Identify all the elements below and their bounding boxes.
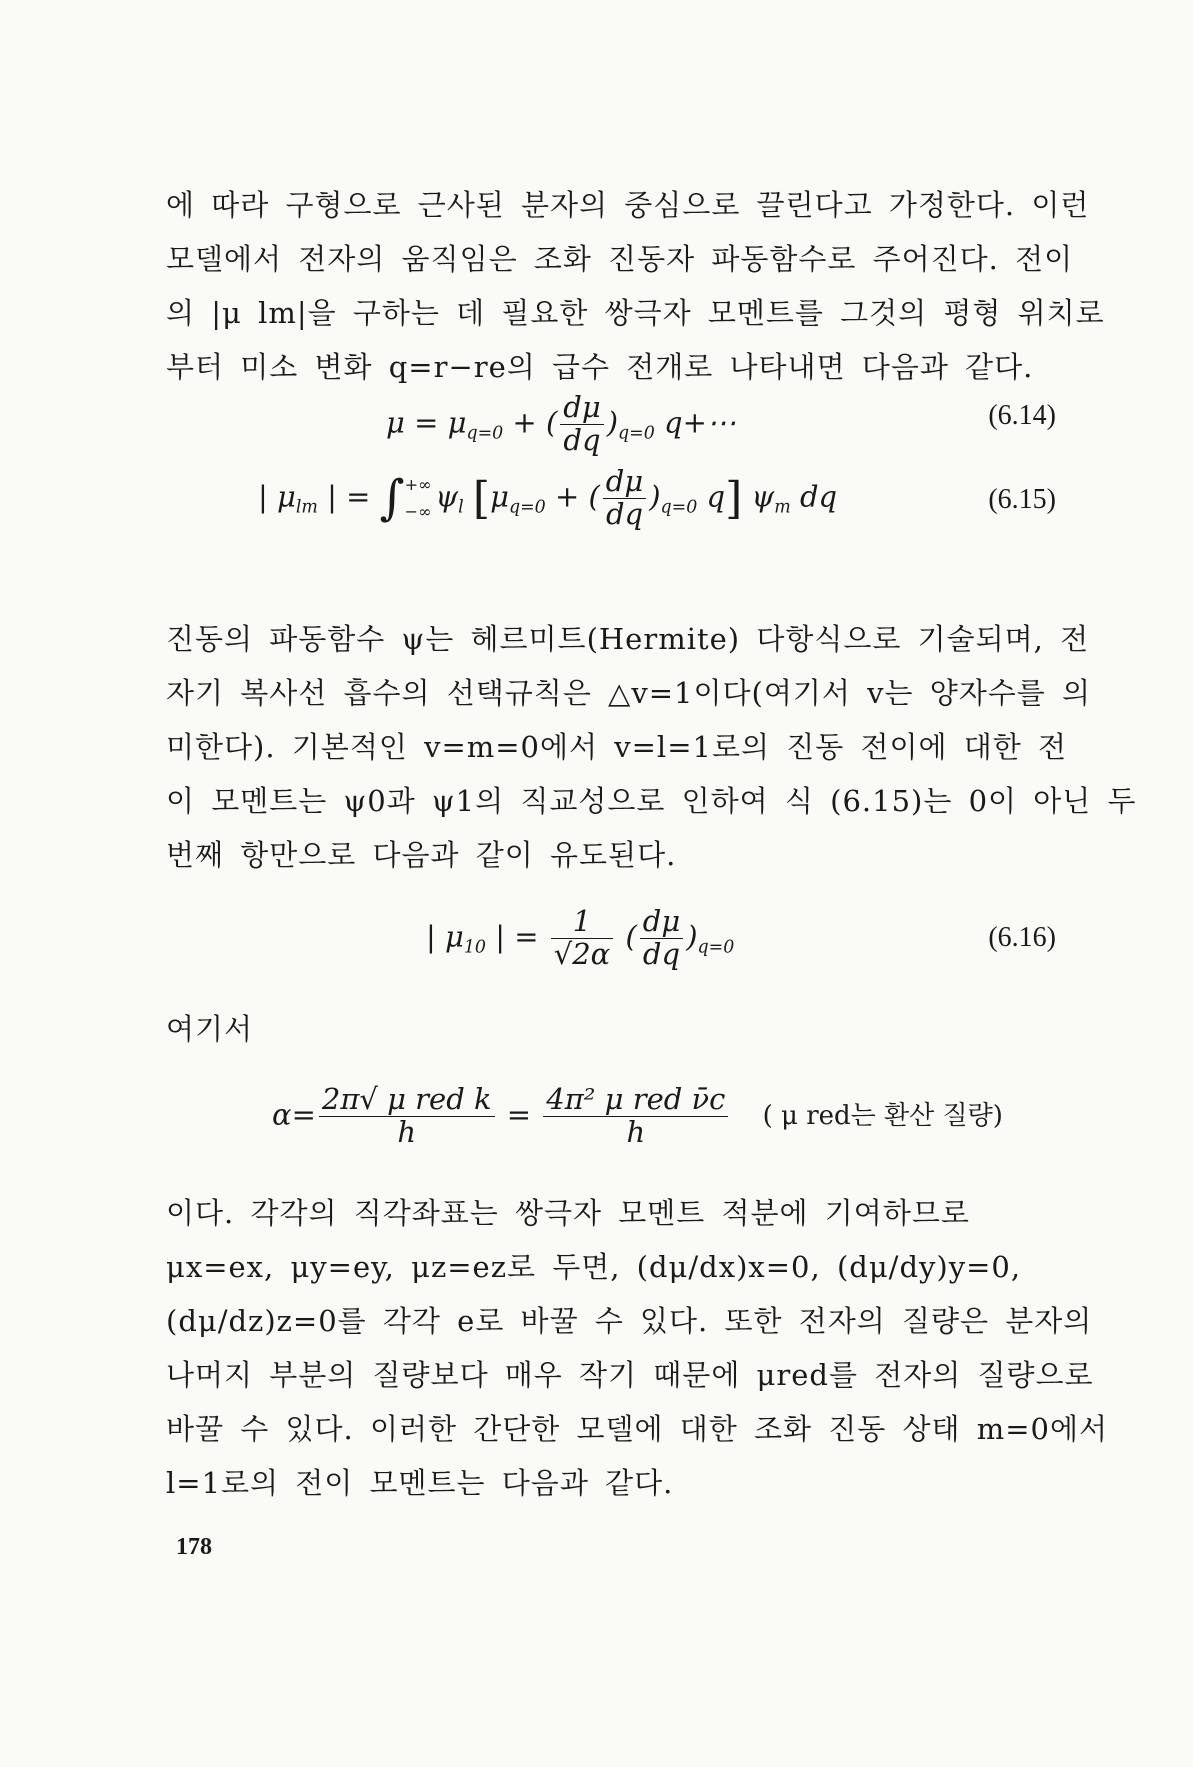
where-label <box>166 1002 1056 1056</box>
eq-term: | μ <box>258 479 296 514</box>
eq-subscript: m <box>774 497 791 518</box>
eq-term: dq <box>790 479 838 514</box>
text-line: 의 |μ lm|을 구하는 데 필요한 쌍극자 모멘트를 그것의 평형 위치로 <box>166 296 1105 330</box>
text-line: (dμ/dz)z=0를 각각 e로 바꿀 수 있다. 또한 전자의 질량은 분자의 <box>166 1304 1093 1338</box>
fraction <box>319 1084 495 1149</box>
text-line: 번째 항만으로 다음과 같이 유도된다. <box>166 838 677 872</box>
fraction-numerator: 1 <box>551 906 614 939</box>
eq-term: q <box>697 479 726 514</box>
eq-term: μ = μ <box>386 405 467 440</box>
paragraph-coordinates <box>166 1186 1108 1510</box>
text-line: 이 모멘트는 ψ0과 ψ1의 직교성으로 인하여 식 (6.15)는 0이 아닌 두 <box>166 784 1137 818</box>
derivative-fraction <box>603 466 646 531</box>
eq-term: + ( <box>545 479 600 514</box>
equation-alpha <box>166 1084 1056 1164</box>
text-line: 바꿀 수 있다. 이러한 간단한 모델에 대한 조화 진동 상태 m=0에서 <box>166 1412 1108 1446</box>
integral-sign: ∫ <box>379 470 405 527</box>
eq-term: q+⋯ <box>654 405 736 440</box>
eq-subscript: q=0 <box>660 497 698 518</box>
eq-term: | = <box>485 919 548 954</box>
equation-body <box>258 466 837 531</box>
eq-subscript: lm <box>295 497 318 518</box>
paragraph-hermite <box>166 612 1137 882</box>
eq-term: ψ <box>751 479 775 514</box>
integral-limits <box>405 471 432 525</box>
text-line: 진동의 파동함수 ψ는 헤르미트(Hermite) 다항식으로 기술되며, 전 <box>166 622 1090 656</box>
eq-subscript: q=0 <box>618 423 655 444</box>
text-line: 에 따라 구형으로 근사된 분자의 중심으로 끌린다고 가정한다. 이런 <box>166 188 1090 222</box>
page-number: 178 <box>176 1534 212 1560</box>
eq-term: ( <box>616 919 637 954</box>
left-bracket: [ <box>472 472 491 524</box>
equation-body <box>272 1084 1003 1149</box>
eq-subscript: q=0 <box>697 937 735 958</box>
fraction <box>551 906 614 971</box>
fraction-denominator: h <box>626 1114 646 1149</box>
upper-limit: +∞ <box>404 475 432 495</box>
fraction-numerator: dμ <box>560 392 603 425</box>
text-line: 이다. 각각의 직각좌표는 쌍극자 모멘트 적분에 기여하므로 <box>166 1196 970 1230</box>
equation-number: (6.14) <box>988 400 1056 431</box>
text-line: 미한다). 기본적인 v=m=0에서 v=l=1로의 진동 전이에 대한 전 <box>166 730 1067 764</box>
equation-body <box>426 906 734 971</box>
eq-term: ψ <box>435 479 459 514</box>
eq-term: | = <box>317 479 380 514</box>
equation-number: (6.16) <box>988 922 1056 953</box>
fraction-denominator: dq <box>563 422 601 457</box>
eq-subscript: q=0 <box>466 423 504 444</box>
equation-number: (6.15) <box>988 484 1056 515</box>
lower-limit: −∞ <box>404 502 432 522</box>
text-line: l=1로의 전이 모멘트는 다음과 같다. <box>166 1466 674 1500</box>
equation-6-14 <box>166 392 1056 462</box>
derivative-fraction <box>640 906 683 971</box>
eq-term: ) <box>649 479 661 514</box>
equation-body <box>386 392 736 457</box>
eq-term: α= <box>272 1097 316 1132</box>
fraction-numerator: dμ <box>603 466 646 499</box>
text-line: 자기 복사선 흡수의 선택규칙은 △v=1이다(여기서 v는 양자수를 의 <box>166 676 1091 710</box>
reduced-mass-note: ( μ red는 환산 질량) <box>762 1101 1003 1132</box>
eq-term: = <box>497 1097 541 1132</box>
fraction-numerator: 4π² μ red ν̄c <box>543 1084 728 1117</box>
eq-term: + ( <box>503 405 558 440</box>
eq-term: | μ <box>426 919 464 954</box>
eq-subscript: 10 <box>463 937 486 958</box>
fraction-denominator: h <box>397 1114 417 1149</box>
text-line: 나머지 부분의 질량보다 매우 작기 때문에 μred를 전자의 질량으로 <box>166 1358 1094 1392</box>
fraction-numerator: dμ <box>640 906 683 939</box>
fraction-denominator: dq <box>642 936 681 971</box>
text-line: 부터 미소 변화 q=r−re의 급수 전개로 나타내면 다음과 같다. <box>166 350 1034 384</box>
fraction-denominator: √2α <box>553 936 611 971</box>
paragraph-intro <box>166 178 1105 394</box>
text-line: 모델에서 전자의 움직임은 조화 진동자 파동함수로 주어진다. 전이 <box>166 242 1074 276</box>
equation-6-16 <box>166 906 1056 986</box>
fraction-denominator: dq <box>605 496 644 531</box>
fraction-numerator: 2π√ μ red k <box>319 1084 495 1117</box>
eq-subscript: l <box>458 497 464 518</box>
derivative-fraction <box>560 392 603 457</box>
text-line: 여기서 <box>166 1012 254 1046</box>
equation-6-15 <box>166 466 1056 546</box>
eq-term: ) <box>606 405 619 440</box>
eq-term: μ <box>490 479 509 514</box>
right-bracket: ] <box>725 472 743 524</box>
eq-subscript: q=0 <box>508 497 546 518</box>
eq-term: ) <box>686 919 698 954</box>
text-line: μx=ex, μy=ey, μz=ez로 두면, (dμ/dx)x=0, (dμ/dy)y=0, <box>166 1250 1022 1284</box>
fraction <box>543 1084 728 1149</box>
